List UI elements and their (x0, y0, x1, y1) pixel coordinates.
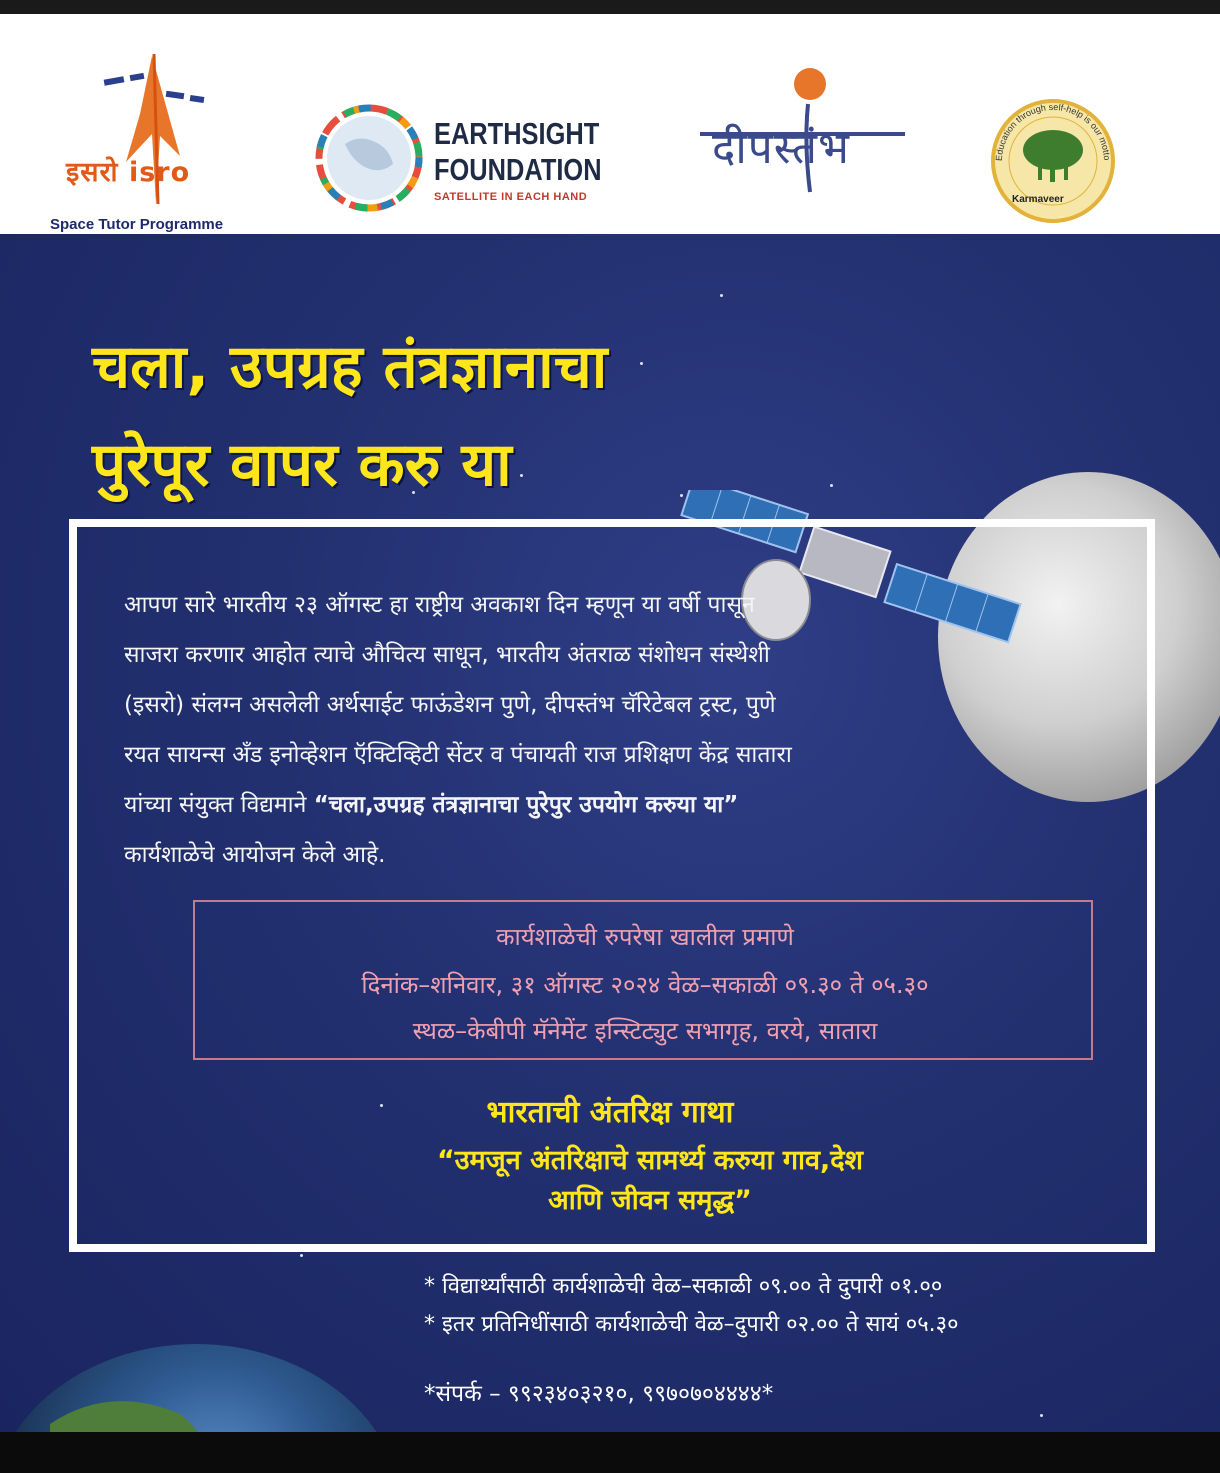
karmaveer-name: Karmaveer (1012, 194, 1064, 205)
schedule-box (193, 900, 1093, 1060)
body-line: कार्यशाळेचे आयोजन केले आहे. (124, 842, 386, 868)
star (830, 484, 833, 487)
tagline-line-2: आणि जीवन समृद्ध” (548, 1185, 752, 1216)
subtitle: भारताची अंतरिक्ष गाथा (486, 1095, 734, 1130)
isro-rocket-icon (40, 44, 280, 234)
tagline-line-1: “उमजून अंतरिक्षाचे सामर्थ्य करुया गाव,देश (436, 1145, 864, 1176)
workshop-title-quote: “चला,उपग्रह तंत्रज्ञानाचा पुरेपुर उपयोग करुया या” (313, 792, 739, 818)
earthsight-title (434, 116, 602, 188)
schedule-date-time: दिनांक–शनिवार, ३१ ऑगस्ट २०२४ वेळ–सकाळी ०९.३० ते ०५.३० (361, 971, 929, 999)
earthsight-line-2: FOUNDATION (434, 152, 602, 187)
continents-icon (0, 1344, 402, 1432)
body-line: साजरा करणार आहोत त्याचे औचित्य साधून, भारतीय अंतराळ संशोधन संस्थेशी (124, 642, 770, 668)
body-line (124, 780, 1114, 830)
others-time-note: * इतर प्रतिनिधींसाठी कार्यशाळेची वेळ–दुपारी ०२.०० ते सायं ०५.३० (424, 1312, 959, 1337)
body-line-prefix: यांच्या संयुक्त विद्यमाने (124, 792, 314, 818)
earthsight-globe-icon (315, 104, 423, 212)
isro-wordmark: इसरो isro (66, 157, 191, 188)
body-line: रयत सायन्स अँड इनोव्हेशन ऍक्टिव्हिटी सेंटर व पंचायती राज प्रशिक्षण केंद्र सातारा (124, 742, 792, 768)
isro-subtitle: Space Tutor Programme (50, 216, 224, 233)
earthsight-line-1: EARTHSIGHT (434, 116, 600, 151)
top-bar (0, 0, 1220, 14)
body-paragraph (124, 580, 1114, 880)
karmaveer-banyan-icon (982, 98, 1124, 224)
earth-globe-illustration (0, 1344, 402, 1432)
headline-line-2: पुरेपूर वापर करु या (92, 430, 512, 500)
body-line: आपण सारे भारतीय २३ ऑगस्ट हा राष्ट्रीय अवकाश दिन म्हणून या वर्षी पासून (124, 592, 755, 618)
karmaveer-ring-text: Education through self-help is our motto (993, 101, 1113, 162)
schedule-venue: स्थळ–केबीपी मॅनेमेंट इन्स्टिट्युट सभागृह, वरये, सातारा (412, 1017, 878, 1045)
schedule-title: कार्यशाळेची रुपरेषा खालील प्रमाणे (496, 923, 794, 951)
bottom-bar (0, 1432, 1220, 1473)
students-time-note: * विद्यार्थ्यांसाठी कार्यशाळेची वेळ–सकाळी ०९.०० ते दुपारी ०१.०० (424, 1274, 943, 1299)
headline (92, 318, 607, 514)
body-line: (इसरो) संलग्न असलेली अर्थसाईट फाऊंडेशन पुणे, दीपस्तंभ चॅरिटेबल ट्रस्ट, पुणे (124, 692, 776, 718)
star (720, 294, 723, 297)
star (640, 362, 643, 365)
star (1040, 1414, 1043, 1417)
star (300, 1254, 303, 1257)
earthsight-tagline: SATELLITE IN EACH HAND (434, 191, 588, 203)
deepstambh-wordmark: दीपस्तंभ (712, 123, 850, 174)
contact-info: *संपर्क – ९९२३४०३२१०, ९९७०७०४४४४* (424, 1381, 774, 1407)
logo-strip (0, 14, 1220, 234)
headline-line-1: चला, उपग्रह तंत्रज्ञानाचा (92, 332, 608, 402)
